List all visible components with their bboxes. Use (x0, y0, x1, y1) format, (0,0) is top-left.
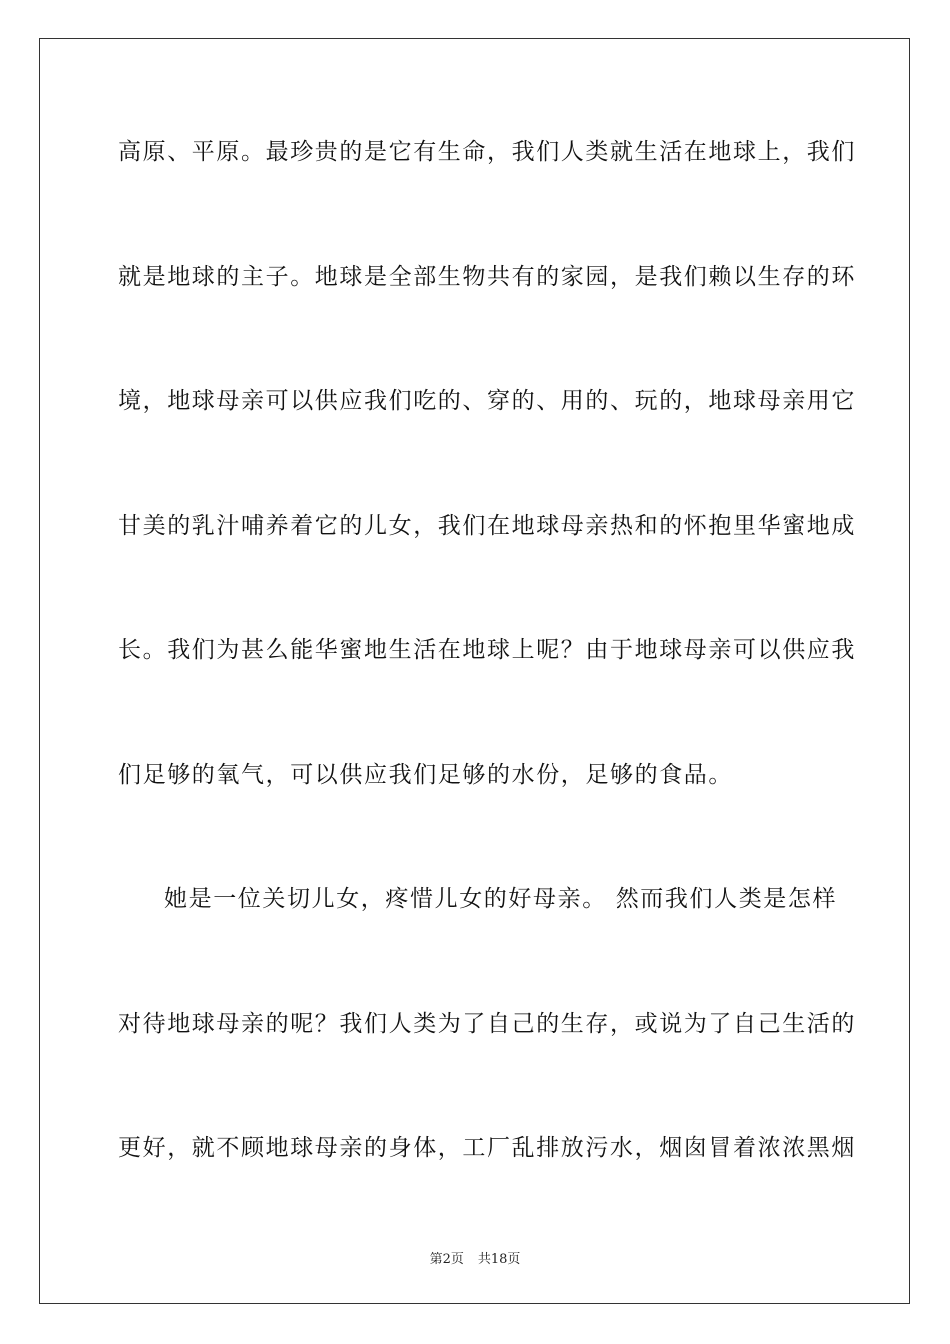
text-line: 对待地球母亲的呢？我们人类为了自己的生存，或说为了自己生活的 (118, 1010, 856, 1037)
text-line: 她是一位关切儿女，疼惜儿女的好母亲。 然而我们人类是怎样 (164, 886, 838, 912)
page-footer (0, 1248, 950, 1267)
text-line: 甘美的乳汁哺养着它的儿女，我们在地球母亲热和的怀抱里华蜜地成 (118, 512, 856, 539)
text-line: 们足够的氧气，可以供应我们足够的水份，足够的食品。 (118, 761, 733, 788)
page-total: 共18页 (477, 1252, 521, 1267)
text-line: 境，地球母亲可以供应我们吃的、穿的、用的、玩的，地球母亲用它 (118, 388, 856, 414)
text-line: 长。我们为甚么能华蜜地生活在地球上呢？由于地球母亲可以供应我 (118, 637, 856, 663)
page-number: 第2页 (429, 1252, 464, 1267)
text-line: 更好，就不顾地球母亲的身体，工厂乱排放污水，烟囱冒着浓浓黑烟 (118, 1135, 856, 1161)
document-body (118, 133, 856, 1254)
text-line: 就是地球的主子。地球是全部生物共有的家园，是我们赖以生存的环 (118, 263, 856, 290)
text-line: 高原、平原。最珍贵的是它有生命，我们人类就生活在地球上，我们 (118, 139, 856, 165)
